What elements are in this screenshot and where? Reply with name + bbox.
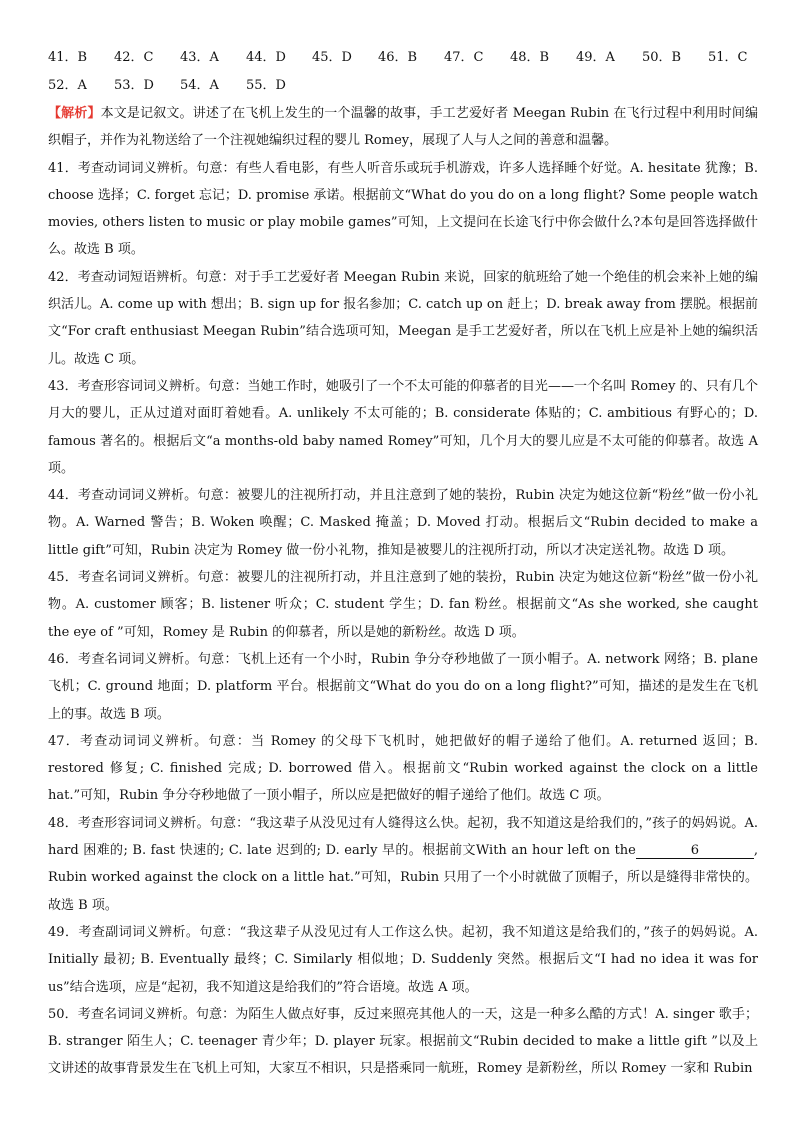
answer-53: 53．D <box>114 78 154 93</box>
analysis-text: 本文是记叙文。讲述了在飞机上发生的一个温馨的故事，手工艺爱好者 Meegan Rubin 在飞行过程中利用时间编织帽子，并作为礼物送给了一个注视她编织过程的婴儿 Romey，展现了人与人之间的善意和温馨。 <box>48 106 758 149</box>
answer-45: 45．D <box>312 50 352 65</box>
analysis-paragraph <box>48 100 758 155</box>
answer-54: 54．A <box>180 78 219 93</box>
fill-blank-6: 6 <box>636 844 754 859</box>
explanation-49: 49．考查副词词义辨析。句意：“我这辈子从没见过有人工作这么快。起初，我不知道这是给我们的，”孩子的妈妈说。A. Initially 最初; B. Eventually 最终；C. Similarly 相似地；D. Suddenly 突然。根据后文“I had no idea it was for us”结合选项，应是“起初，我不知道这是给我们的”符合语境。故选 A 项。 <box>48 924 758 995</box>
answer-52: 52．A <box>48 78 87 93</box>
answer-47: 47．C <box>444 50 484 65</box>
explanation-48 <box>48 810 758 919</box>
analysis-tag: 【解析】 <box>48 106 101 121</box>
answer-41: 41．B <box>48 50 88 65</box>
explanation-48-before: 48．考查形容词词义辨析。句意：“我这辈子从没见过有人缝得这么快。起初，我不知道这是给我们的，”孩子的妈妈说。A. hard 困难的; B. fast 快速的; C. late 迟到的; D. early 早的。根据前文With an hour left on the <box>48 815 758 859</box>
explanation-45: 45．考查名词词义辨析。句意：被婴儿的注视所打动，并且注意到了她的装扮，Rubin 决定为她这位新“粉丝”做一份小礼物。A. customer 顾客；B. listener 听众；C. student 学生；D. fan 粉丝。根据前文“As she worked, she caught the eye of ”可知，Romey 是 Rubin 的仰慕者，所以是她的新粉丝。故选 D 项。 <box>48 570 758 640</box>
explanation-46: 46．考查名词词义辨析。句意：飞机上还有一个小时，Rubin 争分夺秒地做了一顶小帽子。A. network 网络；B. plane 飞机；C. ground 地面；D. platform 平台。根据前文“What do you do on a long flight?”可知，描述的是发生在飞机上的事。故选 B 项。 <box>48 651 758 722</box>
explanation-41: 41．考查动词词义辨析。句意：有些人看电影，有些人听音乐或玩手机游戏，许多人选择睡个好觉。A. hesitate 犹豫；B. choose 选择；C. forget 忘记；D. promise 承诺。根据前文“What do you do on a long flight? Some people watch movies, others listen to music or play mobile games”可知，上文提问在长途飞行中你会做什么?本句是回答选择做什么。故选 B 项。 <box>48 160 758 258</box>
answer-46: 46．B <box>378 50 418 65</box>
answer-44: 44．D <box>246 50 286 65</box>
answer-row-2 <box>48 72 758 100</box>
explanation-50: 50．考查名词词义辨析。句意：为陌生人做点好事，反过来照亮其他人的一天，这是一种多么酷的方式！A. singer 歌手；B. stranger 陌生人；C. teenager 青少年；D. player 玩家。根据前文“Rubin decided to make a little gift ”以及上文讲述的故事背景发生在飞机上可知，大家互不相识，只是搭乘同一航班，Romey 是新粉丝，所以 Romey 一家和 Rubin <box>48 1006 758 1077</box>
explanation-43: 43．考查形容词词义辨析。句意：当她工作时，她吸引了一个不太可能的仰慕者的目光——一个名叫 Romey 的、只有几个月大的婴儿，正从过道对面盯着她看。A. unlikely 不太可能的；B. considerate 体贴的；C. ambitious 有野心的；D. famous 著名的。根据后文“a months-old baby named Romey”可知，几个月大的婴儿应是不太可能的仰慕者。故选 A 项。 <box>48 378 758 476</box>
answer-51: 51．C <box>708 50 748 65</box>
answer-explanation-page <box>48 44 758 1083</box>
explanation-44: 44．考查动词词义辨析。句意：被婴儿的注视所打动，并且注意到了她的装扮，Rubin 决定为她这位新“粉丝”做一份小礼物。A. Warned 警告；B. Woken 唤醒；C. Masked 掩盖；D. Moved 打动。根据后文“Rubin decided to make a little gift”可知，Rubin 决定为 Romey 做一份小礼物，推知是被婴儿的注视所打动，所以才决定送礼物。故选 D 项。 <box>48 488 758 558</box>
answer-42: 42．C <box>114 50 154 65</box>
answer-55: 55．D <box>246 78 286 93</box>
answer-43: 43．A <box>180 50 219 65</box>
explanation-48-after: , Rubin worked against the clock on a little hat.”可知，Rubin 只用了一个小时就做了顶帽子，所以是缝得非常快的。故选 B 项。 <box>48 843 758 913</box>
explanation-42: 42．考查动词短语辨析。句意：对于手工艺爱好者 Meegan Rubin 来说，回家的航班给了她一个绝佳的机会来补上她的编织活儿。A. come up with 想出；B. sign up for 报名参加；C. catch up on 赶上；D. break away from 摆脱。根据前文“For craft enthusiast Meegan Rubin”结合选项可知，Meegan 是手工艺爱好者，所以在飞机上应是补上她的编织活儿。故选 C 项。 <box>48 269 758 367</box>
answer-50: 50．B <box>642 50 682 65</box>
explanation-47: 47．考查动词词义辨析。句意：当 Romey 的父母下飞机时，她把做好的帽子递给了他们。A. returned 返回；B. restored 修复; C. finished 完成; D. borrowed 借入。根据前文“Rubin worked against the clock on a little hat.”可知，Rubin 争分夺秒地做了一顶小帽子，所以应是把做好的帽子递给了他们。故选 C 项。 <box>48 733 758 804</box>
answer-49: 49．A <box>576 50 615 65</box>
answer-row-1 <box>48 44 758 72</box>
answer-key <box>48 44 758 100</box>
answer-48: 48．B <box>510 50 550 65</box>
